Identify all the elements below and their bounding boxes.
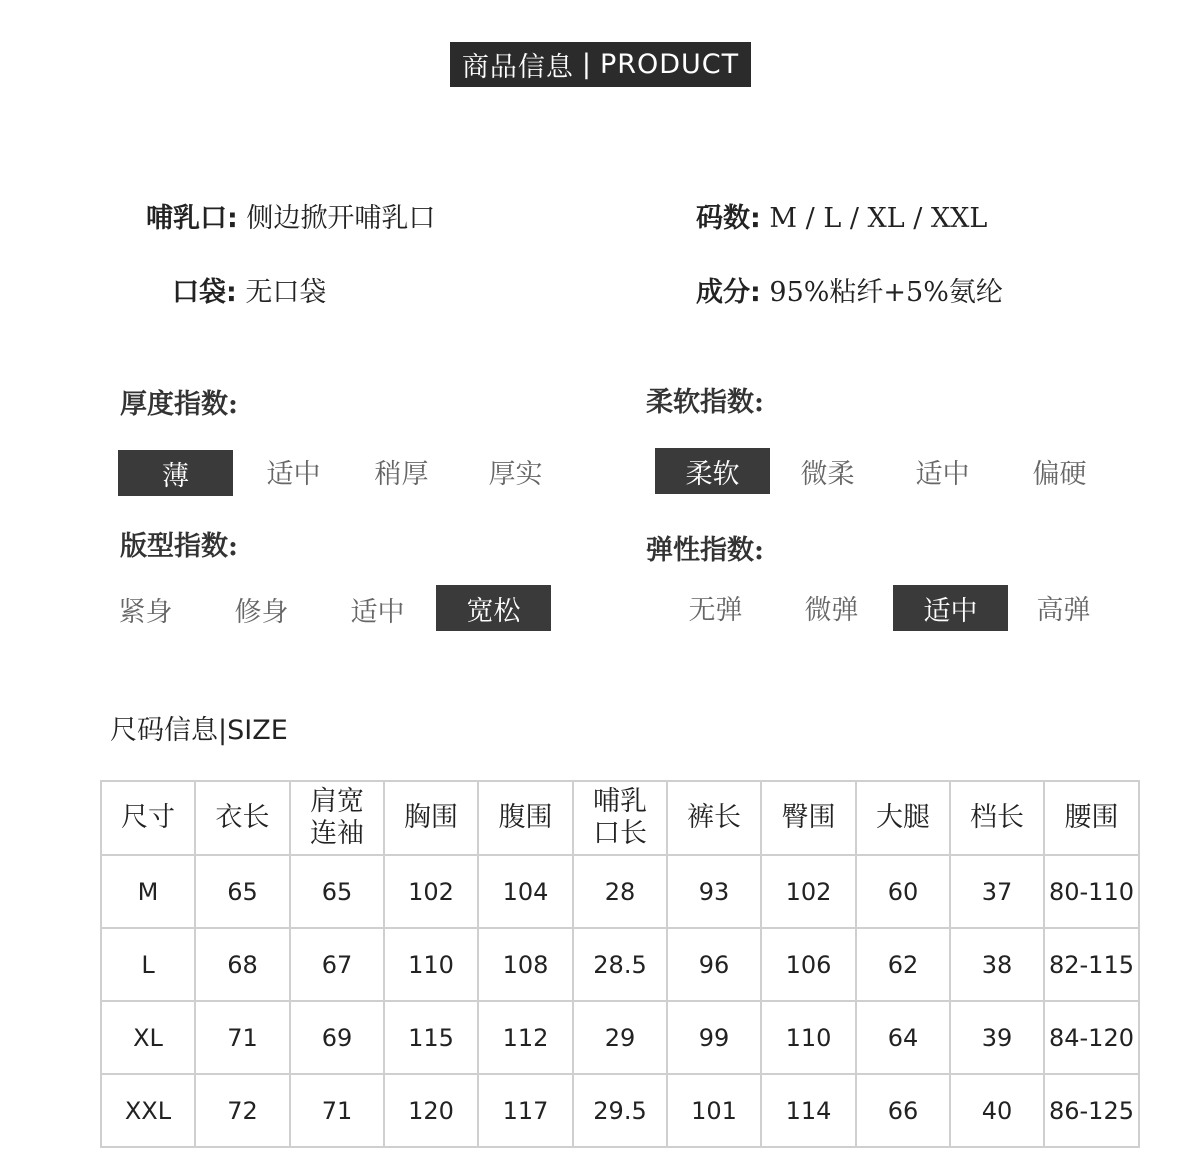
header-cell: 腰围 (1044, 781, 1139, 855)
table-cell: 72 (195, 1074, 290, 1147)
fit-option: 宽松 (436, 585, 551, 631)
table-cell: 102 (761, 855, 856, 928)
table-cell: 64 (856, 1001, 950, 1074)
table-row (101, 1074, 1139, 1147)
header-cell: 腹围 (478, 781, 573, 855)
softness-option: 适中 (915, 458, 970, 490)
info-key: 口袋: (172, 277, 237, 308)
softness-title: 柔软指数: (646, 387, 764, 418)
table-cell: 67 (290, 928, 384, 1001)
table-cell: 120 (384, 1074, 478, 1147)
header-cell: 尺寸 (101, 781, 195, 855)
banner-en: PRODUCT (599, 49, 740, 80)
banner-separator: | (581, 49, 592, 80)
table-cell: 60 (856, 855, 950, 928)
fit-option: 修身 (234, 596, 289, 628)
table-cell: 39 (950, 1001, 1044, 1074)
info-pocket (172, 270, 326, 309)
elasticity-option: 无弹 (688, 594, 743, 626)
elasticity-option: 微弹 (804, 594, 859, 626)
thickness-title: 厚度指数: (120, 389, 238, 420)
table-cell: XXL (101, 1074, 195, 1147)
table-cell: 96 (667, 928, 761, 1001)
thickness-option: 稍厚 (374, 458, 429, 490)
header-cell: 臀围 (761, 781, 856, 855)
softness-option: 微柔 (800, 458, 855, 490)
table-cell: 65 (290, 855, 384, 928)
table-cell: 40 (950, 1074, 1044, 1147)
table-cell: 28.5 (573, 928, 667, 1001)
table-row (101, 928, 1139, 1001)
info-key: 码数: (696, 203, 761, 234)
table-cell: 117 (478, 1074, 573, 1147)
table-cell: 65 (195, 855, 290, 928)
fit-option: 适中 (350, 596, 405, 628)
info-value: M / L / XL / XXL (769, 203, 988, 234)
banner-cn: 商品信息 (461, 52, 574, 83)
product-banner (450, 42, 751, 87)
header-cell: 肩宽连袖 (290, 781, 384, 855)
table-cell: 102 (384, 855, 478, 928)
table-cell: L (101, 928, 195, 1001)
table-cell: 86-125 (1044, 1074, 1139, 1147)
table-cell: 108 (478, 928, 573, 1001)
table-cell: 104 (478, 855, 573, 928)
size-table (100, 780, 1140, 1148)
table-cell: 28 (573, 855, 667, 928)
thickness-option: 厚实 (488, 458, 543, 490)
table-cell: 62 (856, 928, 950, 1001)
table-row (101, 1001, 1139, 1074)
info-sizes (696, 196, 987, 235)
info-key: 成分: (696, 277, 761, 308)
table-cell: 82-115 (1044, 928, 1139, 1001)
table-cell: 99 (667, 1001, 761, 1074)
table-cell: 93 (667, 855, 761, 928)
header-cell: 档长 (950, 781, 1044, 855)
table-cell: 80-110 (1044, 855, 1139, 928)
table-cell: 110 (761, 1001, 856, 1074)
info-nursing-opening (146, 196, 435, 235)
softness-option: 偏硬 (1032, 458, 1087, 490)
header-cell: 哺乳口长 (573, 781, 667, 855)
table-cell: 29.5 (573, 1074, 667, 1147)
table-cell: 66 (856, 1074, 950, 1147)
fit-title: 版型指数: (120, 531, 238, 562)
table-cell: 106 (761, 928, 856, 1001)
info-key: 哺乳口: (146, 203, 238, 234)
table-cell: 84-120 (1044, 1001, 1139, 1074)
table-cell: 29 (573, 1001, 667, 1074)
fit-option: 紧身 (118, 596, 173, 628)
elasticity-option: 高弹 (1036, 594, 1091, 626)
table-cell: 71 (195, 1001, 290, 1074)
table-cell: 37 (950, 855, 1044, 928)
elasticity-title: 弹性指数: (646, 535, 764, 566)
info-material (696, 270, 1003, 309)
table-cell: 115 (384, 1001, 478, 1074)
table-cell: M (101, 855, 195, 928)
softness-option: 柔软 (655, 448, 770, 494)
table-cell: 110 (384, 928, 478, 1001)
thickness-option: 适中 (266, 458, 321, 490)
info-value: 无口袋 (245, 277, 327, 308)
table-row (101, 855, 1139, 928)
table-cell: XL (101, 1001, 195, 1074)
table-cell: 69 (290, 1001, 384, 1074)
info-value: 侧边掀开哺乳口 (246, 203, 436, 234)
header-cell: 裤长 (667, 781, 761, 855)
table-cell: 68 (195, 928, 290, 1001)
header-cell: 胸围 (384, 781, 478, 855)
table-cell: 114 (761, 1074, 856, 1147)
size-title: 尺码信息|SIZE (110, 715, 288, 746)
thickness-option: 薄 (118, 450, 233, 496)
table-cell: 38 (950, 928, 1044, 1001)
info-value: 95%粘纤+5%氨纶 (769, 277, 1003, 308)
table-cell: 101 (667, 1074, 761, 1147)
table-cell: 112 (478, 1001, 573, 1074)
table-cell: 71 (290, 1074, 384, 1147)
header-cell: 大腿 (856, 781, 950, 855)
table-header-row (101, 781, 1139, 855)
elasticity-option: 适中 (893, 585, 1008, 631)
header-cell: 衣长 (195, 781, 290, 855)
